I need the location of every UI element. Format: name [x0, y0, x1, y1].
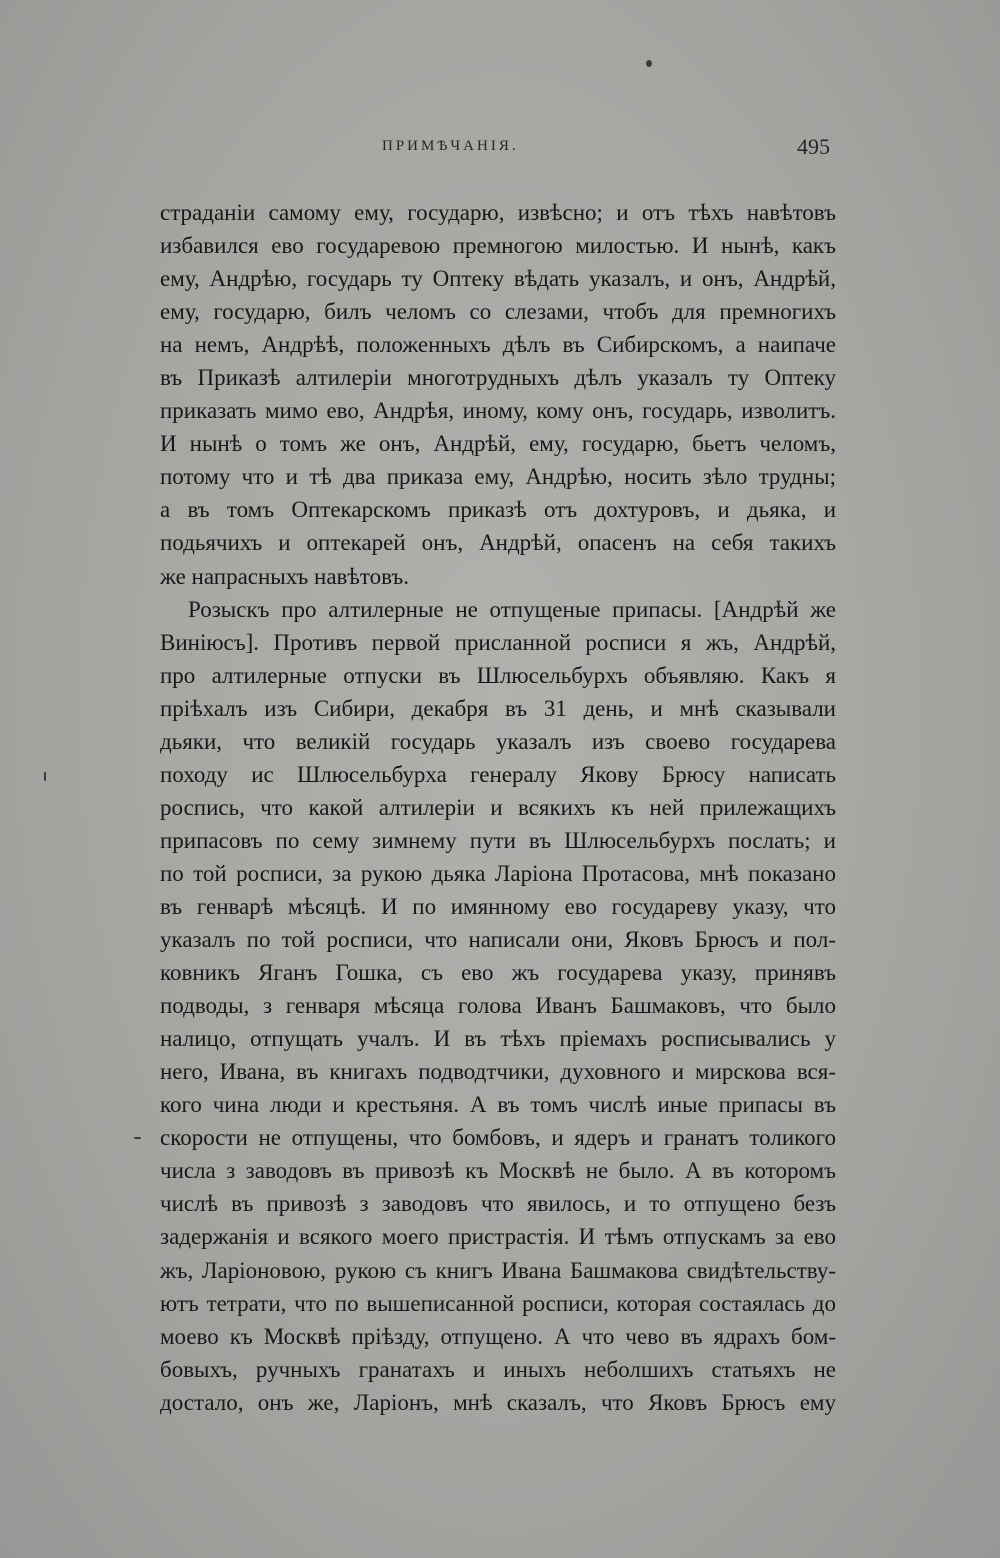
text-line: достало, онъ же, Ларіонъ, мнѣ сказалъ, что Яковъ Брюсъ ему — [160, 1389, 836, 1415]
text-line: ему, государю, билъ челомъ со слезами, чтобъ для премногихъ — [160, 299, 836, 325]
text-line: про алтилерные отпуски въ Шлюсельбурхъ объявляю. Какъ я — [160, 662, 836, 688]
text-line: И нынѣ о томъ же онъ, Андрѣй, ему, государю, бьетъ челомъ, — [160, 431, 836, 457]
text-line: въ Приказѣ алтилеріи многотрудныхъ дѣлъ указалъ ту Оптеку — [160, 365, 836, 391]
text-line: роспись, что какой алтилеріи и всякихъ къ ней прилежащихъ — [160, 794, 836, 820]
running-head: ПРИМѢЧАНІЯ. — [382, 138, 519, 154]
body-text — [160, 196, 836, 1419]
text-line: по той росписи, за рукою дьяка Ларіона Протасова, мнѣ показано — [160, 860, 836, 886]
text-line: страданіи самому ему, государю, извѣсно; и отъ тѣхъ навѣтовъ — [160, 200, 836, 225]
text-line: указалъ по той росписи, что написали они, Яковъ Брюсъ и пол- — [160, 927, 836, 953]
ink-speck — [134, 1137, 141, 1139]
text-line: припасовъ по сему зимнему пути въ Шлюсельбурхъ послать; и — [160, 827, 836, 853]
text-line: ему, Андрѣю, государь ту Оптеку вѣдать указалъ, и онъ, Андрѣй, — [160, 266, 836, 292]
text-line: на немъ, Андрѣѣ, положенныхъ дѣлъ въ Сибирскомъ, а наипаче — [160, 332, 836, 358]
text-line: ютъ тетрати, что по вышеписанной росписи, которая состаялась до — [160, 1290, 836, 1316]
text-line: жъ, Ларіоновою, рукою съ книгъ Ивана Башмакова свидѣтельству- — [160, 1257, 836, 1283]
ink-speck — [44, 772, 46, 781]
page-number: 495 — [797, 134, 830, 159]
text-line: моево къ Москвѣ пріѣзду, отпущено. А что чево въ ядрахъ бом- — [160, 1323, 836, 1349]
text-line: ковникъ Яганъ Гошка, съ ево жъ государева указу, принявъ — [160, 960, 836, 986]
text-line: бовыхъ, ручныхъ гранатахъ и иныхъ неболшихъ статьяхъ не — [160, 1356, 836, 1382]
text-line: въ генварѣ мѣсяцѣ. И по имянному ево государеву указу, что — [160, 893, 836, 919]
paragraph-first-line: Розыскъ про алтилерные не отпущеные припасы. [Андрѣй же — [188, 596, 836, 622]
text-line: избавился ево государевою премногою милостью. И нынѣ, какъ — [160, 233, 836, 259]
text-line: скорости не отпущены, что бомбовъ, и ядеръ и гранатъ толикого — [160, 1125, 836, 1151]
text-line: числа з заводовъ въ привозѣ къ Москвѣ не было. А въ которомъ — [160, 1158, 836, 1184]
text-line: походу ис Шлюсельбурха генералу Якову Брюсу написать — [160, 761, 836, 787]
text-line: подьячихъ и оптекарей онъ, Андрѣй, опасенъ на себя такихъ — [160, 530, 836, 556]
text-line: а въ томъ Оптекарскомъ приказѣ отъ дохтуровъ, и дьяка, и — [160, 497, 836, 523]
text-line: числѣ въ привозѣ з заводовъ что явилось, и то отпущено безъ — [160, 1191, 836, 1217]
text-line: дьяки, что великій государь указалъ изъ своево государева — [160, 728, 836, 754]
paragraph-end-line: же напрасныхъ навѣтовъ. — [160, 563, 410, 589]
text-line: пріѣхалъ изъ Сибири, декабря въ 31 день, и мнѣ сказывали — [160, 695, 836, 721]
text-line: подводы, з генваря мѣсяца голова Иванъ Башмаковъ, что было — [160, 993, 836, 1019]
text-line: налицо, отпущать учалъ. И въ тѣхъ пріемахъ росписывались у — [160, 1026, 836, 1052]
text-line: кого чина люди и крестьяня. А въ томъ числѣ иные припасы въ — [160, 1092, 836, 1118]
text-line: него, Ивана, въ книгахъ подводтчики, духовного и мирскова вся- — [160, 1059, 836, 1085]
text-line: потому что и тѣ два приказа ему, Андрѣю, носить зѣло трудны; — [160, 464, 836, 490]
text-line: приказать мимо ево, Андрѣя, иному, кому онъ, государь, изволитъ. — [160, 398, 836, 424]
text-line: Виніюсъ]. Противъ первой присланной росписи я жъ, Андрѣй, — [160, 629, 836, 655]
text-line: задержанія и всякого моего пристрастія. И тѣмъ отпускамъ за ево — [160, 1224, 836, 1250]
ink-speck — [646, 60, 652, 67]
